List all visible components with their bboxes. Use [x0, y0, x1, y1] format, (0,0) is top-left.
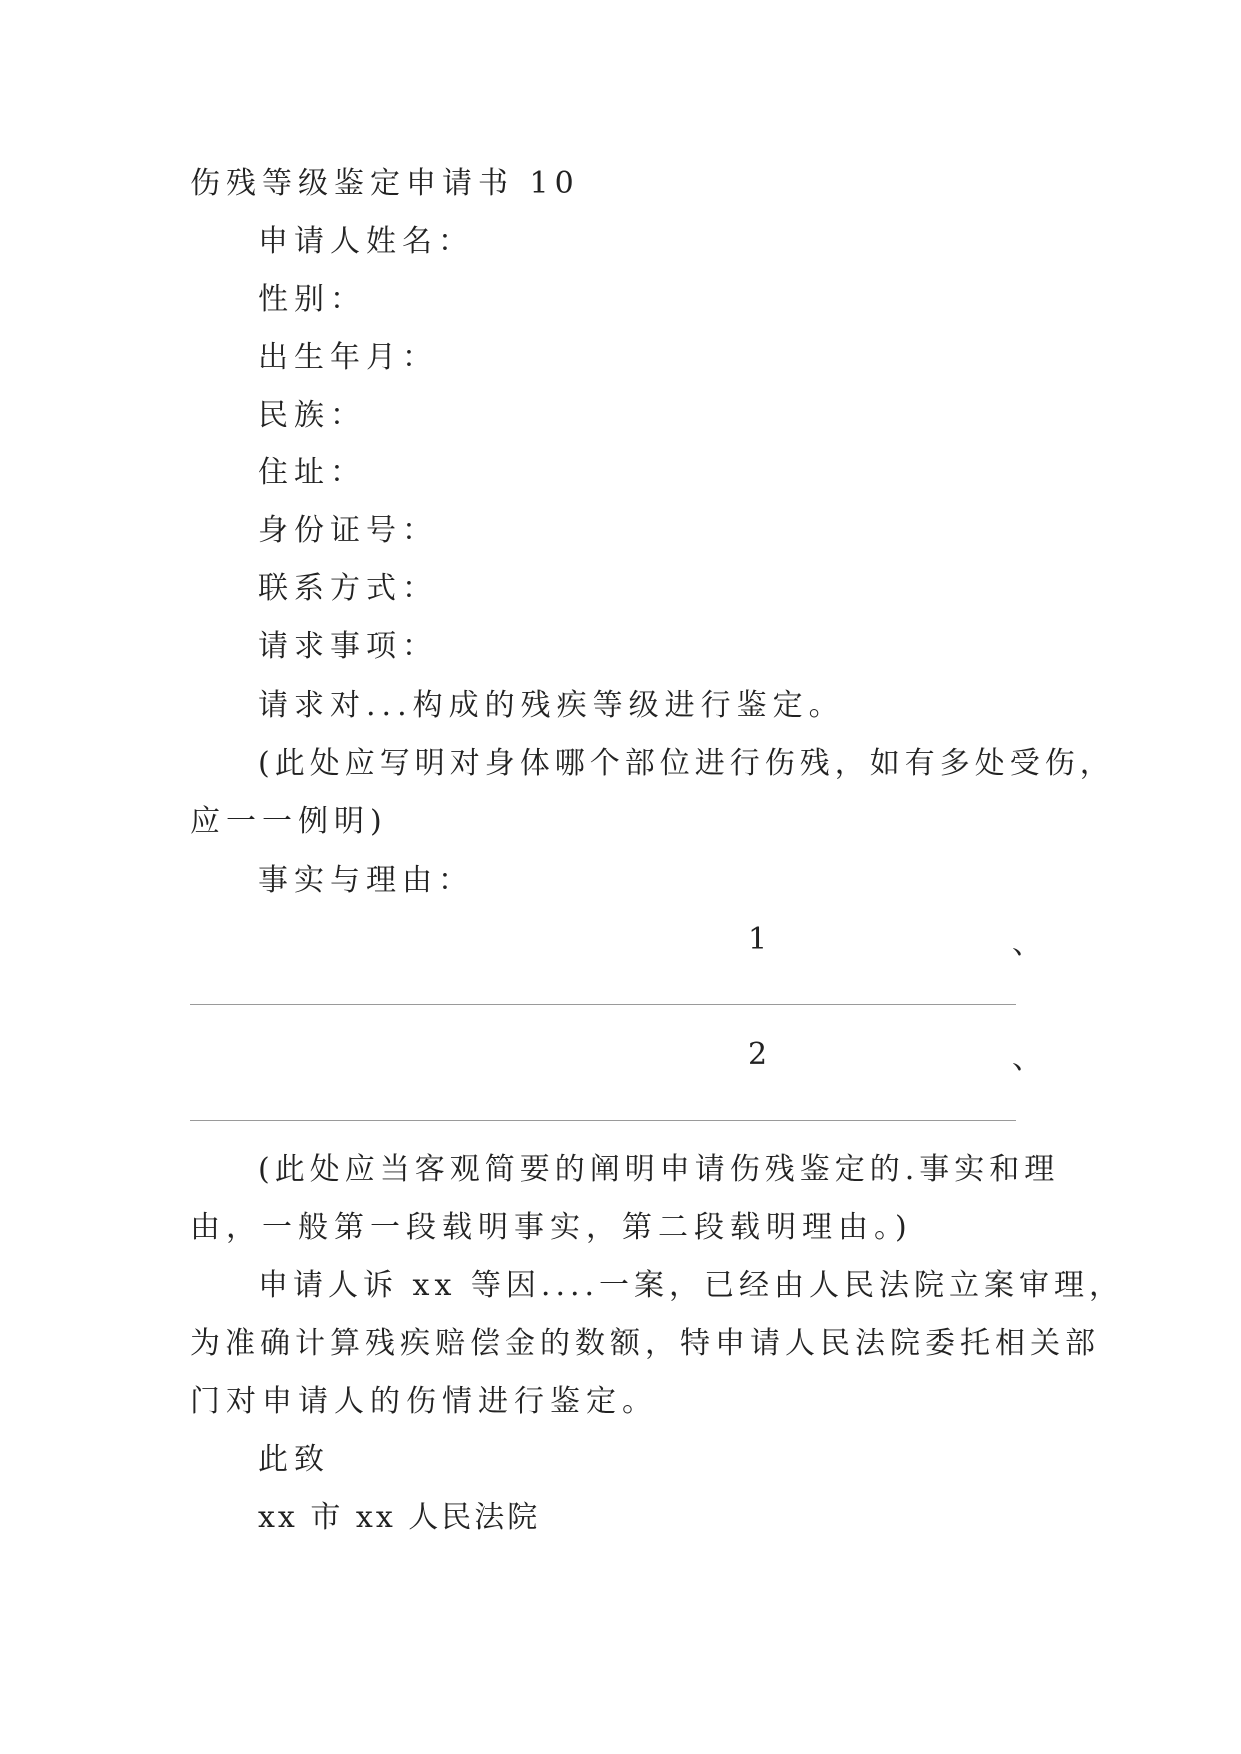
- facts-body-line3: 门对申请人的伤情进行鉴定。: [190, 1384, 658, 1419]
- request-note-line1: (此处应写明对身体哪个部位进行伤残，如有多处受伤，: [258, 746, 1115, 781]
- fact-item-blank-line: [190, 1004, 1016, 1005]
- fact-item-number: 2: [748, 1037, 768, 1072]
- field-gender: 性别：: [258, 282, 366, 317]
- fact-item-number: 1: [748, 922, 768, 957]
- document-title: 伤残等级鉴定申请书 10: [190, 166, 580, 201]
- field-address: 住址：: [258, 455, 366, 490]
- facts-heading: 事实与理由：: [258, 863, 474, 898]
- facts-note-line1: (此处应当客观简要的阐明申请伤残鉴定的.事实和理: [258, 1152, 1060, 1187]
- field-applicant-name: 申请人姓名：: [258, 224, 474, 259]
- request-content: 请求对...构成的残疾等级进行鉴定。: [258, 688, 845, 723]
- fact-item-mark: 、: [1012, 926, 1042, 961]
- field-id-number: 身份证号：: [258, 513, 438, 548]
- facts-note-line2: 由，一般第一段载明事实，第二段载明理由。): [190, 1210, 913, 1245]
- facts-body-line2: 为准确计算残疾赔偿金的数额，特申请人民法院委托相关部: [190, 1326, 1100, 1361]
- facts-body-line1: 申请人诉 xx 等因....一案，已经由人民法院立案审理，: [258, 1268, 1125, 1303]
- field-birth-date: 出生年月：: [258, 340, 438, 375]
- fact-item-mark: 、: [1012, 1041, 1042, 1076]
- closing-recipient: xx 市 xx 人民法院: [258, 1500, 541, 1535]
- closing-salutation: 此致: [258, 1442, 330, 1477]
- field-ethnicity: 民族：: [258, 398, 366, 433]
- request-note-line2: 应一一例明): [190, 804, 388, 839]
- fact-item-blank-line: [190, 1120, 1016, 1121]
- field-contact: 联系方式：: [258, 571, 438, 606]
- request-heading: 请求事项：: [258, 629, 438, 664]
